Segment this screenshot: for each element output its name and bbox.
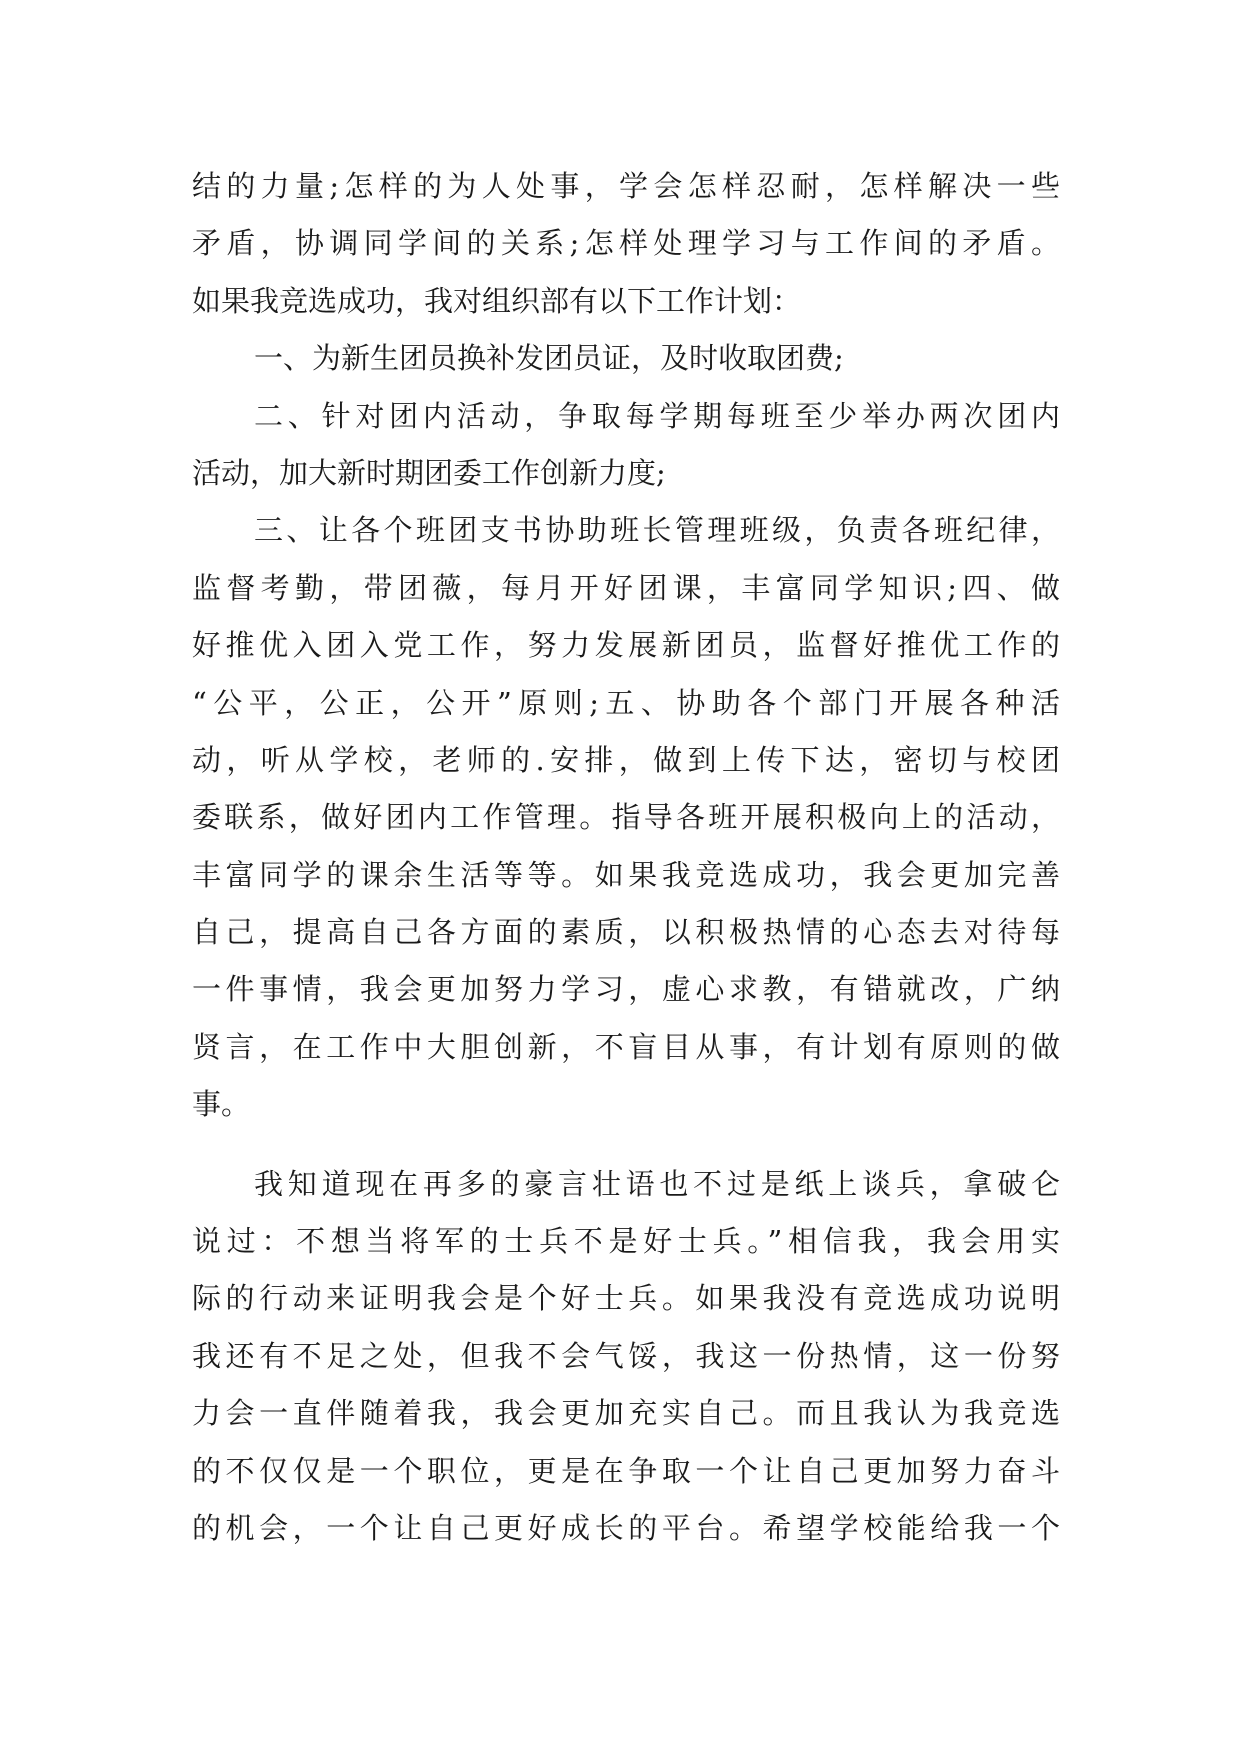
text-line-6: 活动，加大新时期团委工作创新力度;: [192, 455, 666, 490]
text-line-2: 矛盾，协调同学间的关系;怎样处理学习与工作间的矛盾。: [192, 226, 1060, 261]
text-line-16: 贤言，在工作中大胆创新，不盲目从事，有计划有原则的做: [192, 1029, 1060, 1064]
text-line-8: 监督考勤，带团薇，每月开好团课，丰富同学知识;四、做: [192, 570, 1060, 605]
text-line-9: 好推优入团入党工作，努力发展新团员，监督好推优工作的: [192, 628, 1060, 663]
text-line-18: 我知道现在再多的豪言壮语也不过是纸上谈兵，拿破仑: [254, 1166, 1060, 1201]
text-line-12: 委联系，做好团内工作管理。指导各班开展积极向上的活动，: [192, 800, 1060, 835]
text-line-24: 的机会，一个让自己更好成长的平台。希望学校能给我一个: [192, 1510, 1060, 1545]
text-line-20: 际的行动来证明我会是个好士兵。如果我没有竞选成功说明: [192, 1281, 1060, 1316]
text-line-17: 事。: [192, 1087, 251, 1122]
text-line-23: 的不仅仅是一个职位，更是在争取一个让自己更加努力奋斗: [192, 1453, 1060, 1488]
text-line-3: 如果我竞选成功，我对组织部有以下工作计划：: [192, 283, 802, 318]
text-line-15: 一件事情，我会更加努力学习，虚心求教，有错就改，广纳: [192, 972, 1060, 1007]
text-line-14: 自己，提高自己各方面的素质，以积极热情的心态去对待每: [192, 915, 1060, 950]
text-line-5: 二、针对团内活动，争取每学期每班至少举办两次团内: [254, 398, 1060, 433]
text-line-21: 我还有不足之处，但我不会气馁，我这一份热情，这一份努: [192, 1338, 1060, 1373]
text-line-7: 三、让各个班团支书协助班长管理班级，负责各班纪律，: [254, 513, 1060, 548]
text-line-22: 力会一直伴随着我，我会更加充实自己。而且我认为我竞选: [192, 1396, 1060, 1431]
paragraph-gap: [192, 1134, 1060, 1156]
document-body: [192, 158, 1060, 1557]
text-line-1: 结的力量;怎样的为人处事，学会怎样忍耐，怎样解决一些: [192, 169, 1060, 203]
text-line-10: “公平，公正，公开”原则;五、协助各个部门开展各种活: [192, 685, 1060, 720]
text-line-13: 丰富同学的课余生活等等。如果我竞选成功，我会更加完善: [192, 857, 1060, 892]
text-line-4: 一、为新生团员换补发团员证，及时收取团费;: [254, 341, 844, 376]
text-line-19: 说过：不想当将军的士兵不是好士兵。”相信我，我会用实: [192, 1224, 1060, 1259]
text-line-11: 动，听从学校，老师的.安排，做到上传下达，密切与校团: [192, 742, 1060, 777]
